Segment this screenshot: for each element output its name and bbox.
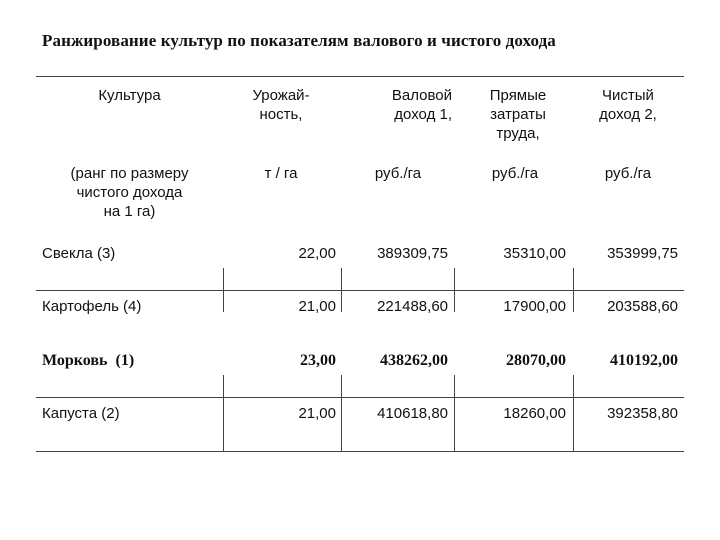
column-divider xyxy=(341,375,342,451)
row-net: 392358,80 xyxy=(607,405,678,422)
table-bottom-border xyxy=(36,451,684,452)
column-divider xyxy=(454,268,455,312)
row-yield-highlighted: 23,00 xyxy=(300,352,336,369)
row-labor: 17900,00 xyxy=(503,298,566,315)
row-crop: Картофель (4) xyxy=(42,298,142,315)
header-crop-unit: (ранг по размеру чистого дохода на 1 га) xyxy=(70,165,189,220)
row-divider xyxy=(36,397,684,398)
column-divider xyxy=(573,268,574,312)
row-crop: Капуста (2) xyxy=(42,405,120,422)
row-net: 203588,60 xyxy=(607,298,678,315)
row-net-highlighted: 410192,00 xyxy=(610,352,678,369)
row-gross: 410618,80 xyxy=(377,405,448,422)
row-yield: 22,00 xyxy=(298,245,336,262)
column-divider xyxy=(223,268,224,312)
column-divider xyxy=(223,375,224,451)
row-gross-highlighted: 438262,00 xyxy=(380,352,448,369)
row-crop: Свекла (3) xyxy=(42,245,116,262)
row-crop-highlighted: Морковь (1) xyxy=(42,352,135,369)
row-gross: 389309,75 xyxy=(377,245,448,262)
row-labor: 18260,00 xyxy=(503,405,566,422)
column-divider xyxy=(454,375,455,451)
header-labor-unit: руб./га xyxy=(491,165,539,182)
header-gross-unit: руб./га xyxy=(374,165,422,182)
row-labor: 35310,00 xyxy=(503,245,566,262)
header-crop: Культура xyxy=(98,87,161,104)
header-labor-cost: Прямые затраты труда, xyxy=(489,87,547,142)
column-divider xyxy=(341,268,342,312)
row-gross: 221488,60 xyxy=(377,298,448,315)
row-net: 353999,75 xyxy=(607,245,678,262)
header-gross-income: Валовой доход 1, xyxy=(391,87,452,123)
row-yield: 21,00 xyxy=(298,405,336,422)
table-top-border xyxy=(36,76,684,77)
row-divider xyxy=(36,290,684,291)
header-yield-unit: т / га xyxy=(264,165,298,182)
header-net-income: Чистый доход 2, xyxy=(599,87,657,123)
row-yield: 21,00 xyxy=(298,298,336,315)
header-net-unit: руб./га xyxy=(604,165,652,182)
page-title: Ранжирование культур по показателям валового и чистого дохода xyxy=(42,31,556,50)
row-labor-highlighted: 28070,00 xyxy=(506,352,566,369)
header-yield: Урожай- ность, xyxy=(252,87,310,123)
column-divider xyxy=(573,375,574,451)
